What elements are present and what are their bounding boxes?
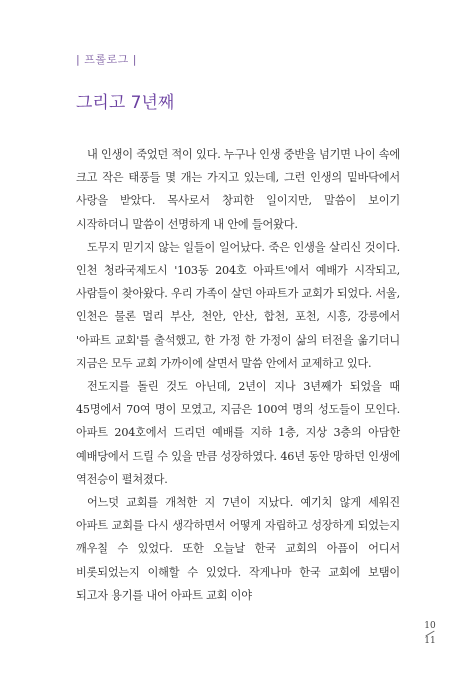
page-number-right: 11 [424,636,436,646]
chapter-title: 그리고 7년째 [76,93,175,113]
section-label: | 프롤로그 | [76,53,137,66]
paragraph-3: 전도지를 돌린 것도 아닌데, 2년이 지나 3년째가 되었을 때 45명에서 70여 명이 모였고, 지금은 100여 명의 성도들이 모인다. 아파트 204호에서 드리던 예배를 지하 1층, 지상 3층의 아담한 예배당에서 드릴 수 있을 만큼 성장하였다. 46년 동안 망하던 인생에 역전승이 펼쳐졌다. [76,380,400,486]
page-number-left: 10 [424,621,436,631]
page-number [420,620,440,647]
paragraph-4: 어느덧 교회를 개척한 지 7년이 지났다. 예기치 않게 세워진 아파트 교회를 다시 생각하면서 어떻게 자립하고 성장하게 되었는지 깨우칠 수 있었다. 또한 오늘날 한국 교회의 아픔이 어디서 비롯되었는지 이해할 수 있었다. 작게나마 한국 교회에 보탬이 되고자 용기를 내어 아파트 교회 이야 [76,496,400,602]
paragraph-2: 도무지 믿기지 않는 일들이 일어났다. 죽은 인생을 살리신 것이다. 인천 청라국제도시 '103동 204호 아파트'에서 예배가 시작되고, 사람들이 찾아왔다. 우리 가족이 살던 아파트가 교회가 되었다. 서울, 인천은 물론 멀리 부산, 천안, 안산, 합천, 포천, 시흥, 강릉에서 '아파트 교회'를 출석했고, 한 가정 한 가정이 삶의 터전을 옮기더니 지금은 모두 교회 가까이에 살면서 말씀 안에서 교제하고 있다. [76,240,400,370]
body-text [76,143,400,607]
paragraph-1: 내 인생이 죽었던 적이 있다. 누구나 인생 중반을 넘기면 나이 속에 크고 작은 태풍들 몇 개는 가지고 있는데, 그런 인생의 밑바닥에서 사랑을 받았다. 목사로서 창피한 일이지만, 말씀이 보이기 시작하더니 말씀이 선명하게 내 안에 들어왔다. [76,148,400,231]
